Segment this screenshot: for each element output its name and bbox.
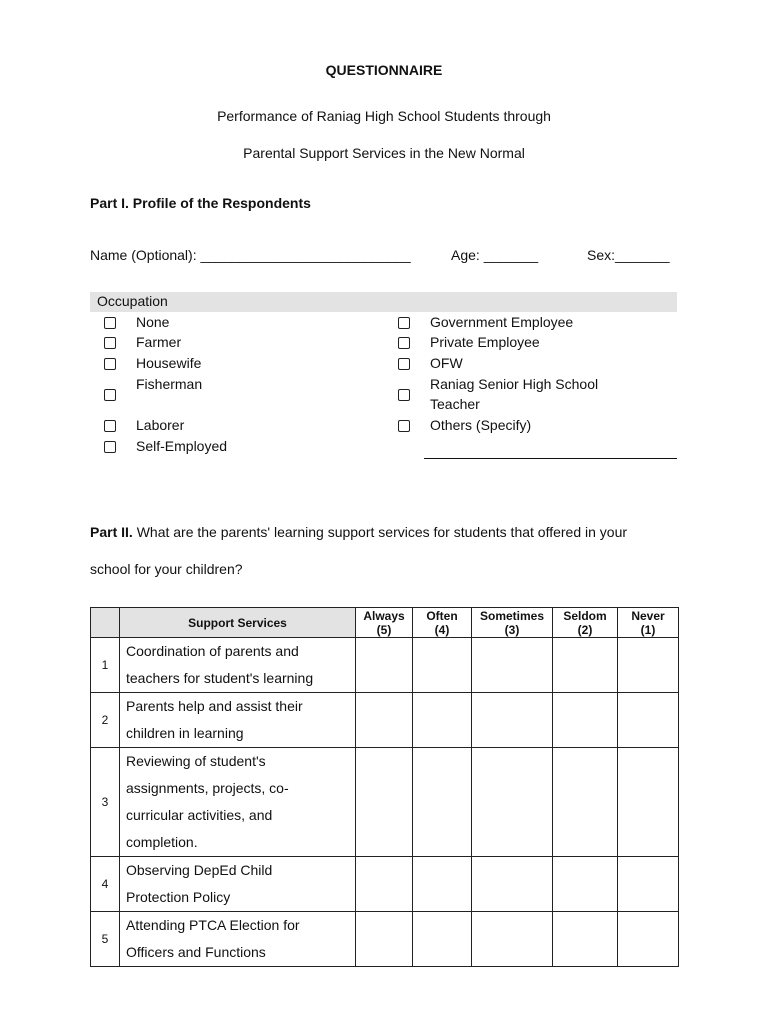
age-field[interactable]: Age: _______	[451, 247, 539, 263]
sex-field[interactable]: Sex:_______	[587, 247, 670, 263]
table-row	[91, 693, 679, 748]
support-services-table	[90, 607, 679, 967]
rating-never[interactable]	[618, 857, 679, 912]
header-often: Often (4)	[413, 608, 472, 638]
checkbox-ofw[interactable]	[398, 358, 410, 370]
rating-seldom[interactable]	[553, 638, 618, 693]
occupation-label: Occupation	[97, 293, 168, 309]
part2-question-line-2: school for your children?	[90, 561, 243, 577]
occupation-header	[90, 292, 677, 312]
header-always: Always (5)	[356, 608, 413, 638]
checkbox-laborer[interactable]	[104, 420, 116, 432]
rating-sometimes[interactable]	[472, 748, 553, 857]
part2-label: Part II.	[90, 524, 133, 540]
option-raniag-teacher-line1: Raniag Senior High School	[430, 376, 599, 392]
row-number: 3	[91, 748, 120, 857]
option-others: Others (Specify)	[430, 417, 532, 433]
row-service: Coordination of parents and teachers for student's learning	[120, 638, 356, 693]
rating-always[interactable]	[356, 638, 413, 693]
table-row	[91, 912, 679, 967]
header-never: Never (1)	[618, 608, 679, 638]
rating-seldom[interactable]	[553, 857, 618, 912]
rating-often[interactable]	[413, 693, 472, 748]
checkbox-farmer[interactable]	[104, 337, 116, 349]
header-sometimes: Sometimes (3)	[472, 608, 553, 638]
rating-sometimes[interactable]	[472, 912, 553, 967]
option-raniag-teacher-line2: Teacher	[430, 396, 480, 412]
part2-question-text: What are the parents' learning support services for students that offered in your	[136, 524, 628, 540]
table-row	[91, 638, 679, 693]
option-private-employee: Private Employee	[430, 334, 540, 350]
row-number: 5	[91, 912, 120, 967]
header-number	[91, 608, 120, 638]
row-service: Observing DepEd Child Protection Policy	[120, 857, 356, 912]
option-self-employed: Self-Employed	[136, 438, 228, 454]
rating-sometimes[interactable]	[472, 693, 553, 748]
rating-never[interactable]	[618, 638, 679, 693]
rating-seldom[interactable]	[553, 693, 618, 748]
rating-often[interactable]	[413, 748, 472, 857]
rating-often[interactable]	[413, 912, 472, 967]
rating-often[interactable]	[413, 857, 472, 912]
row-service: Reviewing of student's assignments, projects, co- curricular activities, and completion.	[120, 748, 356, 857]
row-number: 4	[91, 857, 120, 912]
checkbox-raniag-teacher[interactable]	[398, 389, 410, 401]
rating-seldom[interactable]	[553, 748, 618, 857]
checkbox-fisherman[interactable]	[104, 389, 116, 401]
rating-often[interactable]	[413, 638, 472, 693]
rating-always[interactable]	[356, 857, 413, 912]
checkbox-none[interactable]	[104, 317, 116, 329]
header-support-services: Support Services	[120, 608, 356, 638]
header-seldom: Seldom (2)	[553, 608, 618, 638]
checkbox-housewife[interactable]	[104, 358, 116, 370]
option-none: None	[136, 314, 170, 330]
rating-sometimes[interactable]	[472, 638, 553, 693]
table-row	[91, 857, 679, 912]
part1-heading: Part I. Profile of the Respondents	[90, 195, 311, 211]
option-housewife: Housewife	[136, 355, 202, 371]
option-laborer: Laborer	[136, 417, 185, 433]
rating-never[interactable]	[618, 912, 679, 967]
study-title-line-2: Parental Support Services in the New Normal	[243, 145, 525, 161]
rating-sometimes[interactable]	[472, 857, 553, 912]
checkbox-government-employee[interactable]	[398, 317, 410, 329]
part2-question-line-1	[90, 524, 627, 540]
rating-never[interactable]	[618, 693, 679, 748]
row-number: 1	[91, 638, 120, 693]
checkbox-others[interactable]	[398, 420, 410, 432]
checkbox-private-employee[interactable]	[398, 337, 410, 349]
questionnaire-title: QUESTIONNAIRE	[325, 62, 443, 78]
name-field[interactable]: Name (Optional): ___________________________	[90, 247, 411, 263]
option-fisherman: Fisherman	[136, 376, 203, 392]
row-service: Attending PTCA Election for Officers and Functions	[120, 912, 356, 967]
option-farmer: Farmer	[136, 334, 182, 350]
option-ofw: OFW	[430, 355, 463, 371]
rating-always[interactable]	[356, 912, 413, 967]
rating-never[interactable]	[618, 748, 679, 857]
option-government-employee: Government Employee	[430, 314, 574, 330]
table-row	[91, 748, 679, 857]
rating-always[interactable]	[356, 748, 413, 857]
study-title-line-1: Performance of Raniag High School Students through	[217, 108, 551, 124]
rating-always[interactable]	[356, 693, 413, 748]
row-number: 2	[91, 693, 120, 748]
table-header-row	[91, 608, 679, 638]
specify-line[interactable]	[424, 458, 677, 459]
row-service: Parents help and assist their children in learning	[120, 693, 356, 748]
rating-seldom[interactable]	[553, 912, 618, 967]
checkbox-self-employed[interactable]	[104, 441, 116, 453]
